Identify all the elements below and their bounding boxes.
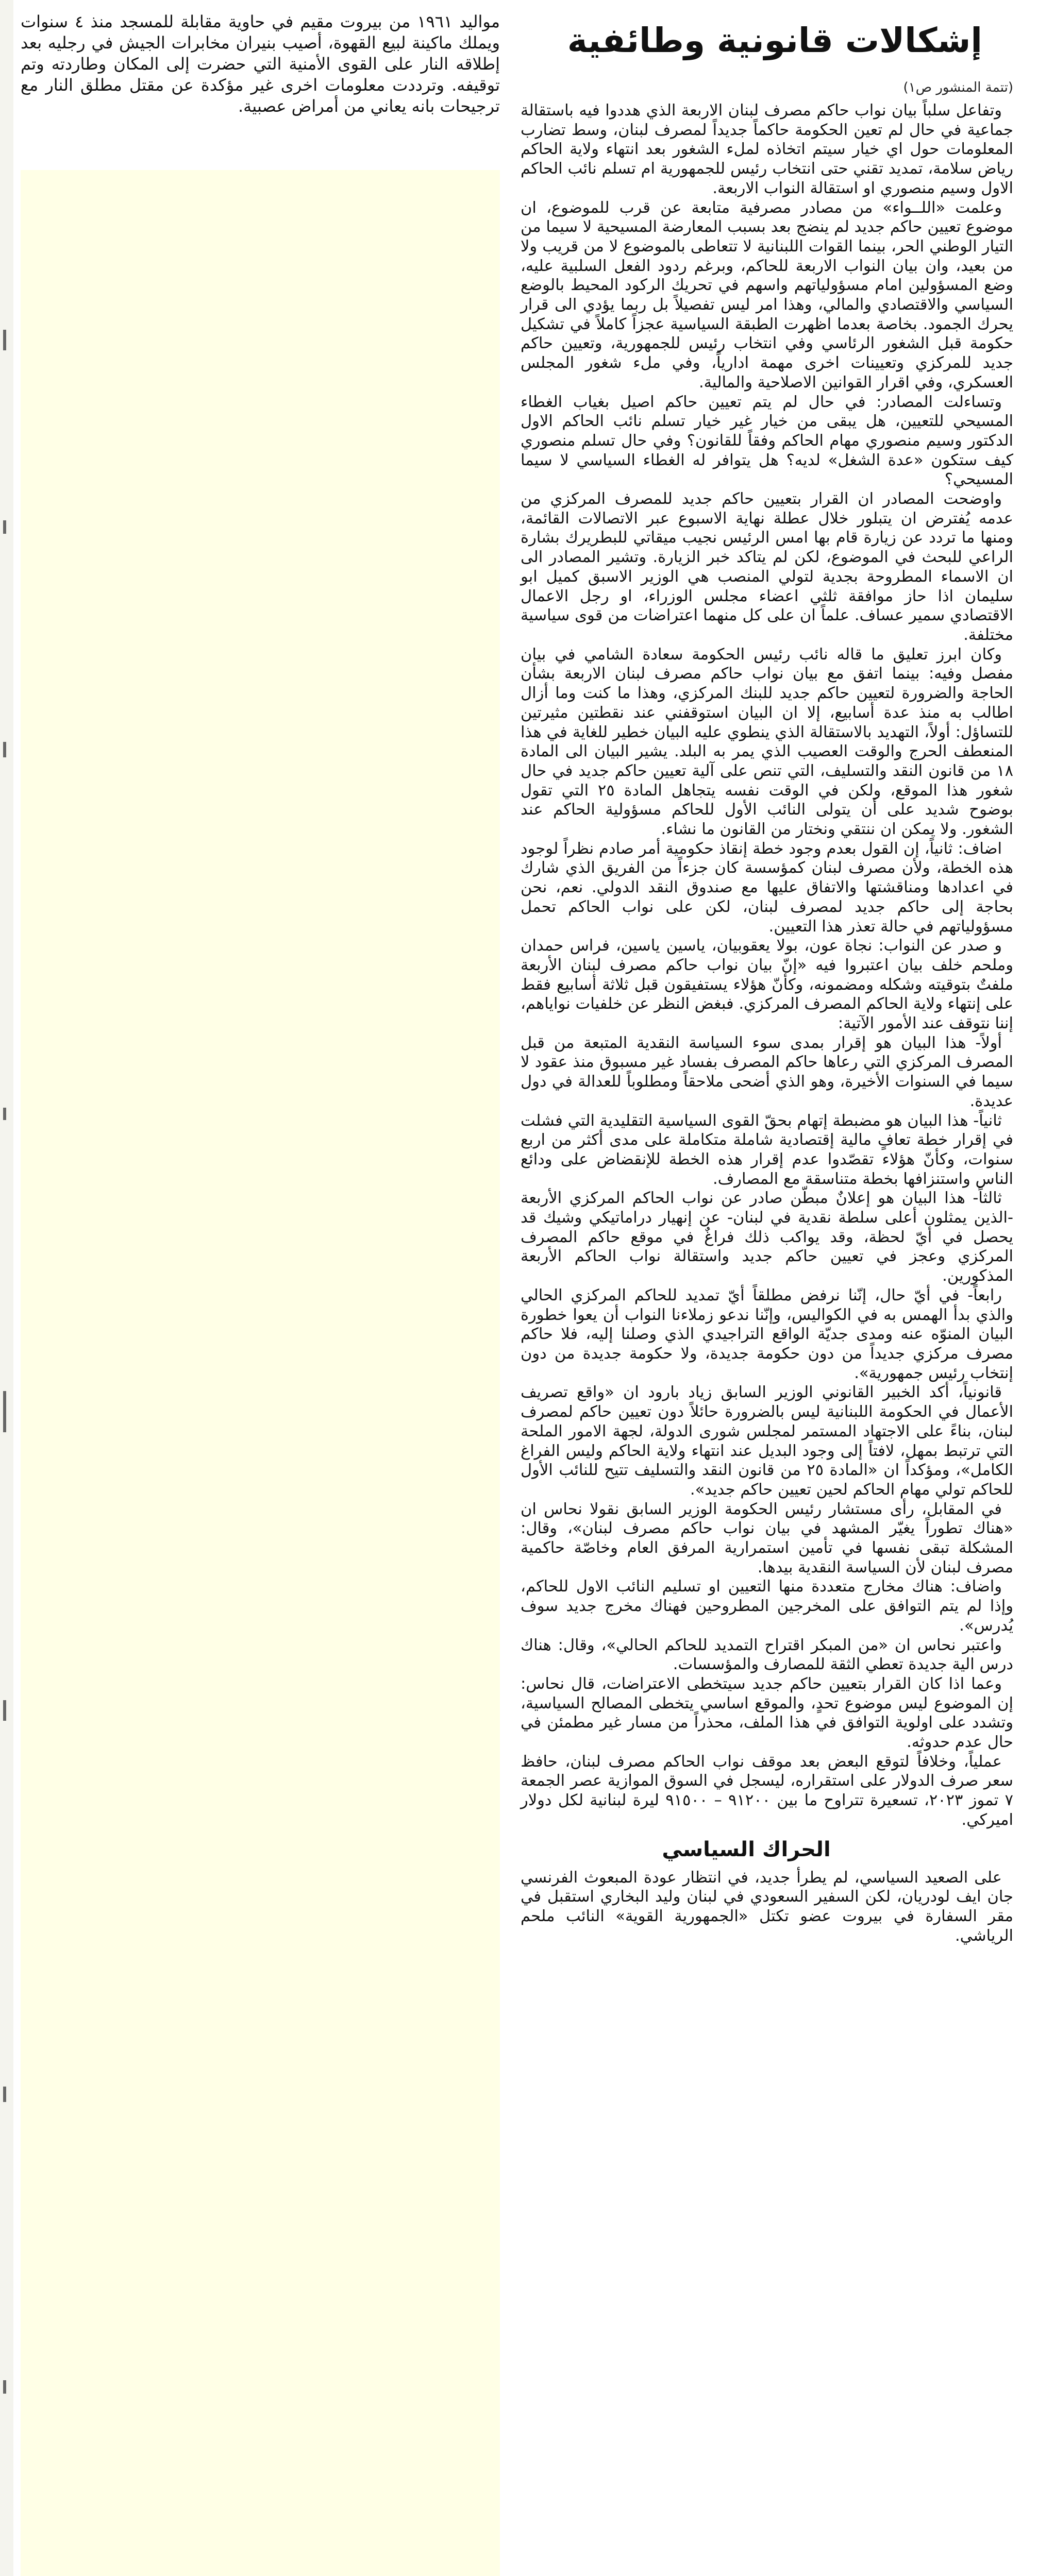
edge-mark xyxy=(3,1108,6,1120)
article-paragraph: و صدر عن النواب: نجاة عون، بولا يعقوبيان، ياسين ياسين، فراس حمدان وملحم خلف بيان اعتبروا فيه «إنّ بيان نواب حاكم مصرف لبنان الأربعة ملفتٌ بتوقيته وشكله ومضمونه، وكأنّ هؤلاء يستفيقون قبل ثلاثة أسابيع فقط على إنتهاء ولاية الحاكم المصرف المركزي. فبغض النظر عن خلفيات نواياهم، إننا نتوقف عند الأمور الآتية: xyxy=(521,937,1013,1033)
section-heading: الحراك السياسي xyxy=(662,1837,831,1861)
article-paragraph: في المقابل، رأى مستشار رئيس الحكومة الوزير السابق نقولا نحاس ان «هناك تطوراً يغيّر المشهد في بيان نواب حاكم مصرف لبنان»، وقال: المشكلة تبقى نفسها في تأمين استمرارية المرفق العام وخاصّة حاكمية مصرف لبنان لأن السياسة النقدية بيدها. xyxy=(521,1500,1013,1577)
article-paragraph: ثالثاً- هذا البيان هو إعلانٌ مبطّن صادر عن نواب الحاكم المركزي الأربعة -الذين يمثلون أعلى سلطة نقدية في لبنان- عن إنهيار دراماتيكي وشيك قد يحصل في أيّ لحظة، وقد يواكب ذلك فراغٌ في موقع حاكم المصرف المركزي وعجز في تعيين حاكم جديد واستقالة نواب الحاكم الأربعة المذكورين. xyxy=(521,1189,1013,1285)
page-edge-strip xyxy=(0,0,13,2576)
side-column xyxy=(21,11,500,117)
continuation-note: (تتمة المنشور ص١) xyxy=(903,80,1013,95)
side-column-text: مواليد ١٩٦١ من بيروت مقيم في حاوية مقابلة للمسجد منذ ٤ سنوات ويملك ماكينة لبيع القهوة، أصيب بنيران مخابرات الجيش في رجليه بعد إطلاقه النار على القوى الأمنية التي حضرت إلى المكان وطاردته وتم توقيفه. وترددت معلومات اخرى غير مؤكدة عن مقتل مطلق النار مع ترجيحات بانه يعاني من أمراض عصبية. xyxy=(21,12,500,116)
article-paragraph: وعلمت «اللــواء» من مصادر مصرفية متابعة عن قرب للموضوع، ان موضوع تعيين حاكم جديد لم ينضج بعد بسبب المعارضة المسيحية لا سيما من التيار الوطني الحر، بينما القوات اللبنانية لا تتعاطى بالموضوع لا من قريب ولا من بعيد، وان بيان النواب الاربعة للحاكم، وبرغم ردود الفعل السلبية عليه، وضع المسؤولين امام مسؤولياتهم واسهم في تحريك الركود المحيط بالوضع السياسي والاقتصادي والمالي، وهذا امر ليس تفصيلاً بل ربما يؤدي الى قرار يحرك الجمود. بخاصة بعدما اظهرت الطبقة السياسية عجزاً كاملاً في تشكيل حكومة قبل الشغور الرئاسي وفي انتخاب رئيس للجمهورية، وتعيين حاكم جديد للمركزي وتعيينات اخرى مهمة ادارياً، وفي ملء شغور المجلس العسكري، وفي اقرار القوانين الاصلاحية والمالية. xyxy=(521,198,1013,392)
article-paragraph: واعتبر نحاس ان «من المبكر اقتراح التمديد للحاكم الحالي»، وقال: هناك درس الية جديدة تعطي الثقة للمصارف والمؤسسات. xyxy=(521,1636,1013,1674)
article-paragraph: وكان ابرز تعليق ما قاله نائب رئيس الحكومة سعادة الشامي في بيان مفصل وفيه: بينما اتفق مع بيان نواب حاكم مصرف لبنان الاربعة بشأن الحاجة والضرورة لتعيين حاكم جديد للبنك المركزي، وهذا ما كنت وما أزال اطالب به منذ عدة أسابيع، إلا ان البيان استوقفني عند نقطتين مثيرتين للتساؤل: أولاً، التهديد بالاستقالة الذي ينطوي عليه البيان خطير للغاية في هذا المنعطف الحرج والوقت العصيب الذي يمر به البلد. يشير البيان الى المادة ١٨ من قانون النقد والتسليف، التي تنص على آلية تعيين حاكم جديد في حال شغور هذا الموقع، ولكن في الوقت نفسه يتجاهل المادة ٢٥ التي تقول بوضوح شديد على أن يتولى النائب الأول للحاكم مسؤولية الحاكم عند الشغور. ولا يمكن ان ننتقي ونختار من القانون ما نشاء. xyxy=(521,645,1013,839)
article-paragraph: أولاً- هذا البيان هو إقرار بمدى سوء السياسة النقدية المتبعة من قبل المصرف المركزي التي رعاها حاكم المصرف بفساد غير مسبوق منذ عقود لا سيما في السنوات الأخيرة، وهو الذي أضحى ملاحقاً ومطلوباً للعدالة في دول عديدة. xyxy=(521,1033,1013,1110)
article-headline: إشكالات قانونية وطائفية xyxy=(567,21,982,60)
edge-mark xyxy=(3,2380,6,2394)
main-article xyxy=(521,20,1013,1945)
article-paragraph: واضاف: هناك مخارج متعددة منها التعيين او تسليم النائب الاول للحاكم، وإذا لم يتم التوافق على المخرجين المطروحين فهناك مخرج جديد سوف يُدرس». xyxy=(521,1578,1013,1635)
article-paragraph: قانونياً، أكد الخبير القانوني الوزير السابق زياد بارود ان «واقع تصريف الأعمال في الحكومة اللبنانية ليس بالضرورة حائلاً دون تعيين حاكم لمصرف لبنان، بناءً على الاجتهاد المستمر لمجلس شورى الدولة، لجهة الامور الملحة التي ترتبط بمهل، لافتاً إلى وجود البديل عند انتهاء ولاية الحاكم وليس الفراغ الكامل»، ومؤكداً ان «المادة ٢٥ من قانون النقد والتسليف تتيح للنائب الأول للحاكم تولي مهام الحاكم لحين تعيين حاكم جديد». xyxy=(521,1383,1013,1499)
article-paragraph: عملياً، وخلافاً لتوقع البعض بعد موقف نواب الحاكم مصرف لبنان، حافظ سعر صرف الدولار على استقراره، ليسجل في السوق الموازية عصر الجمعة ٧ تموز ٢٠٢٣، تسعيرة تتراوح ما بين ٩١٢٠٠ – ٩١٥٠٠ ليرة لبنانية لكل دولار اميركي. xyxy=(521,1752,1014,1829)
article-paragraph: وتساءلت المصادر: في حال لم يتم تعيين حاكم اصيل بغياب الغطاء المسيحي للتعيين، هل يبقى من خيار غير خيار تسلم نائب الحاكم الاول الدكتور وسيم منصوري مهام الحاكم وفقاً للقانون؟ وفي حال تسلم منصوري كيف ستكون «عدة الشغل» لديه؟ هل يتوافر له الغطاء السياسي لا سيما المسيحي؟ xyxy=(521,393,1013,489)
edge-mark xyxy=(3,742,6,757)
article-paragraph: واوضحت المصادر ان القرار بتعيين حاكم جديد للمصرف المركزي من عدمه يُفترض ان يتبلور خلال عطلة نهاية الاسبوع عبر الاتصالات القائمة، ومنها ما تردد عن زيارة قام بها امس الرئيس نجيب ميقاتي للبطريرك بشارة الراعي للبحث في الموضوع، لكن لم يتاكد خبر الزيارة. وتشير المصادر الى ان الاسماء المطروحة بجدية لتولي المنصب هي الوزير الاسبق كميل ابو سليمان اذا حاز موافقة ثلثي اعضاء مجلس الوزراء، او رجل الاعمال الاقتصادي سمير عساف. علماً ان على كل منهما اعتراضات من قوى سياسية مختلفة. xyxy=(521,490,1013,644)
article-paragraph: اضاف: ثانياً، إن القول بعدم وجود خطة إنقاذ حكومية أمر صادم نظراً لوجود هذه الخطة، ولأن مصرف لبنان كمؤسسة كان جزءاً من الفريق الذي شارك في اعدادها ومناقشتها والاتفاق عليها مع صندوق النقد الدولي. نعم، نحن بحاجة إلى حاكم جديد لمصرف لبنان، لكن على نواب الحاكم تحمل مسؤولياتهم في حالة تعذر هذا التعيين. xyxy=(521,839,1013,936)
article-paragraph: وعما اذا كان القرار بتعيين حاكم جديد سيتخطى الاعتراضات، قال نحاس: إن الموضوع ليس موضوع تحدٍ، والموقع اساسي يتخطى المصالح السياسية، وتشدد على اولوية التوافق في هذا الملف، محذراً من مسار غير مطمئن في حال عدم حدوثه. xyxy=(521,1674,1013,1752)
edge-mark xyxy=(3,520,6,534)
article-paragraph: رابعاً- في أيّ حال، إنّنا نرفض مطلقاً أيّ تمديد للحاكم المركزي الحالي والذي بدأ الهمس به في الكواليس، وإنّنا ندعو زملاءنا النواب أن يعوا خطورة البيان المنوّه عنه ومدى جديّة الواقع التراجيدي الذي وصلنا إليه، فلا حاكم مصرف مركزي جديداً من دون حكومة جديدة، ولا حكومة جديدة من دون إنتخاب رئيس جمهورية». xyxy=(521,1286,1013,1382)
edge-mark xyxy=(3,2087,6,2102)
section-paragraph: على الصعيد السياسي، لم يطرأ جديد، في انتظار عودة المبعوث الفرنسي جان ايف لودريان، لكن السفير السعودي في لبنان وليد البخاري استقبل في مقر السفارة في بيروت عضو تكتل «الجمهورية القوية» النائب ملحم الرياشي. xyxy=(521,1868,1013,1945)
edge-mark xyxy=(3,1700,6,1721)
article-paragraph: ثانياً- هذا البيان هو مضبطة إتهام بحقّ القوى السياسية التقليدية التي فشلت في إقرار خطة تعافٍ مالية إقتصادية شاملة متكاملة على مدى أكثر من اربع سنوات، وكأنّ هؤلاء تقصّدوا عدم إقرار هذه الخطة للإنقضاض على ودائع الناس واستنزافها بخطة متناسقة مع المصارف. xyxy=(521,1111,1013,1188)
article-paragraph: وتفاعل سلباً بيان نواب حاكم مصرف لبنان الاربعة الذي هددوا فيه باستقالة جماعية في حال لم تعين الحكومة حاكماً جديداً لمصرف لبنان، وسط تضارب المعلومات حول اي خيار سيتم اتخاذه لملء الشغور بعد انتهاء ولاية الحاكم رياض سلامة، تمديد تقني حتى انتخاب رئيس للجمهورية ام تسلم نائب الحاكم الاول وسيم منصوري او استقالة النواب الاربعة. xyxy=(521,101,1013,197)
side-highlight-box xyxy=(21,170,500,2576)
edge-mark xyxy=(3,1391,6,1432)
edge-mark xyxy=(3,330,6,350)
